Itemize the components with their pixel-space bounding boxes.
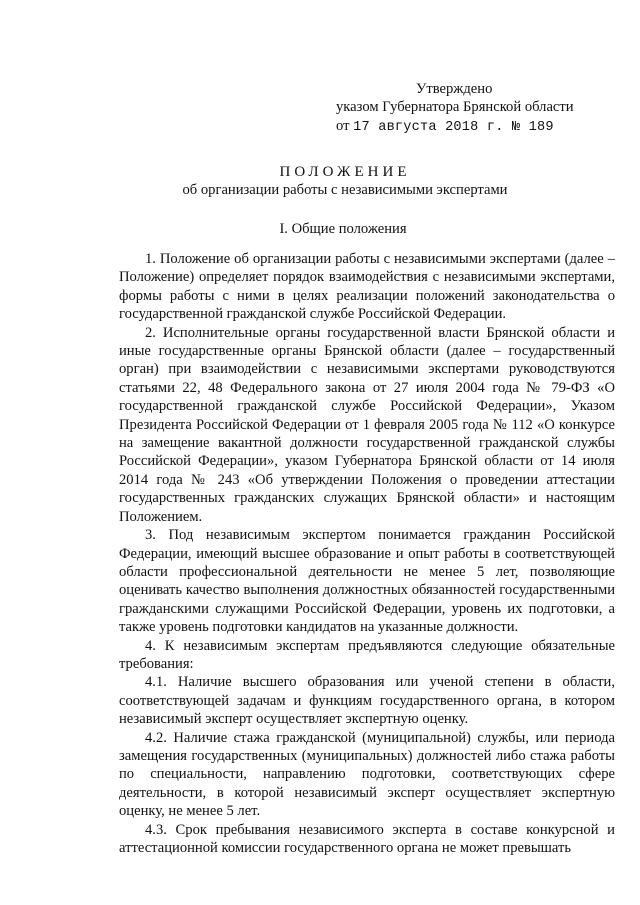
paragraph-4-3: 4.3. Срок пребывания независимого эксперта в составе конкурсной и аттестационной комиссии государственного органа не может превышать — [119, 821, 615, 856]
title-subheading: об организации работы с независимыми экспертами — [182, 182, 508, 199]
approval-authority: указом Губернатора Брянской области — [336, 99, 574, 116]
paragraph-2: 2. Исполнительные органы государственной власти Брянской области и иные государственные органы Брянской области (далее – государственный орган) при взаимодействии с независимыми экспертами руководствуются статьями 22, 48 Федерального закона от 27 июля 2004 года № 79-ФЗ «О государственной гражданской службе Российской Федерации», Указом Президента Российской Федерации от 1 февраля 2005 года № 112 «О конкурсе на замещение вакантной должности государственной гражданской службы Российской Федерации», указом Губернатора Брянской области от 14 июля 2014 года № 243 «Об утверждении Положения о проведении аттестации государственных гражданских служащих Брянской области» и настоящим Положением. — [119, 324, 615, 525]
paragraph-4-2: 4.2. Наличие стажа гражданской (муниципальной) службы, или периода замещения государственных (муниципальных) должностей либо стажа работы по специальности, направлению подготовки, соответствующих сфере деятельности, в которой независимый эксперт осуществляет экспертную оценку, не менее 5 лет. — [119, 729, 615, 820]
approval-label: Утверждено — [416, 81, 493, 97]
approval-date-line — [336, 117, 626, 137]
paragraph-1: 1. Положение об организации работы с независимыми экспертами (далее – Положение) определяет порядок взаимодействия с независимыми экспертами, формы работы с ними в целях реализации положений законодательства о государственной гражданской службе Российской Федерации. — [119, 251, 615, 323]
approval-block — [336, 80, 626, 137]
section-heading: I. Общие положения — [279, 221, 407, 237]
paragraph-3: 3. Под независимым экспертом понимается гражданин Российской Федерации, имеющий высшее образование и опыт работы в соответствующей области профессиональной деятельности не менее 5 лет, позволяющие оценивать качество выполнения должностных обязанностей государственными гражданскими служащими Российской Федерации, уровень их подготовки, а также уровень подготовки кандидатов на указанные должности. — [119, 527, 615, 636]
paragraph-4-1: 4.1. Наличие высшего образования или ученой степени в области, соответствующей задачам и функциям государственного органа, в котором независимый эксперт осуществляет экспертную оценку. — [119, 674, 615, 728]
approval-date-number: 17 августа 2018 г. № 189 — [353, 119, 554, 135]
title-heading: ПОЛОЖЕНИЕ — [279, 164, 411, 180]
paragraph-4: 4. К независимым экспертам предъявляются следующие обязательные требования: — [119, 637, 615, 672]
approval-prefix: от — [336, 117, 350, 134]
document-title — [0, 163, 640, 200]
document-body — [119, 250, 615, 857]
